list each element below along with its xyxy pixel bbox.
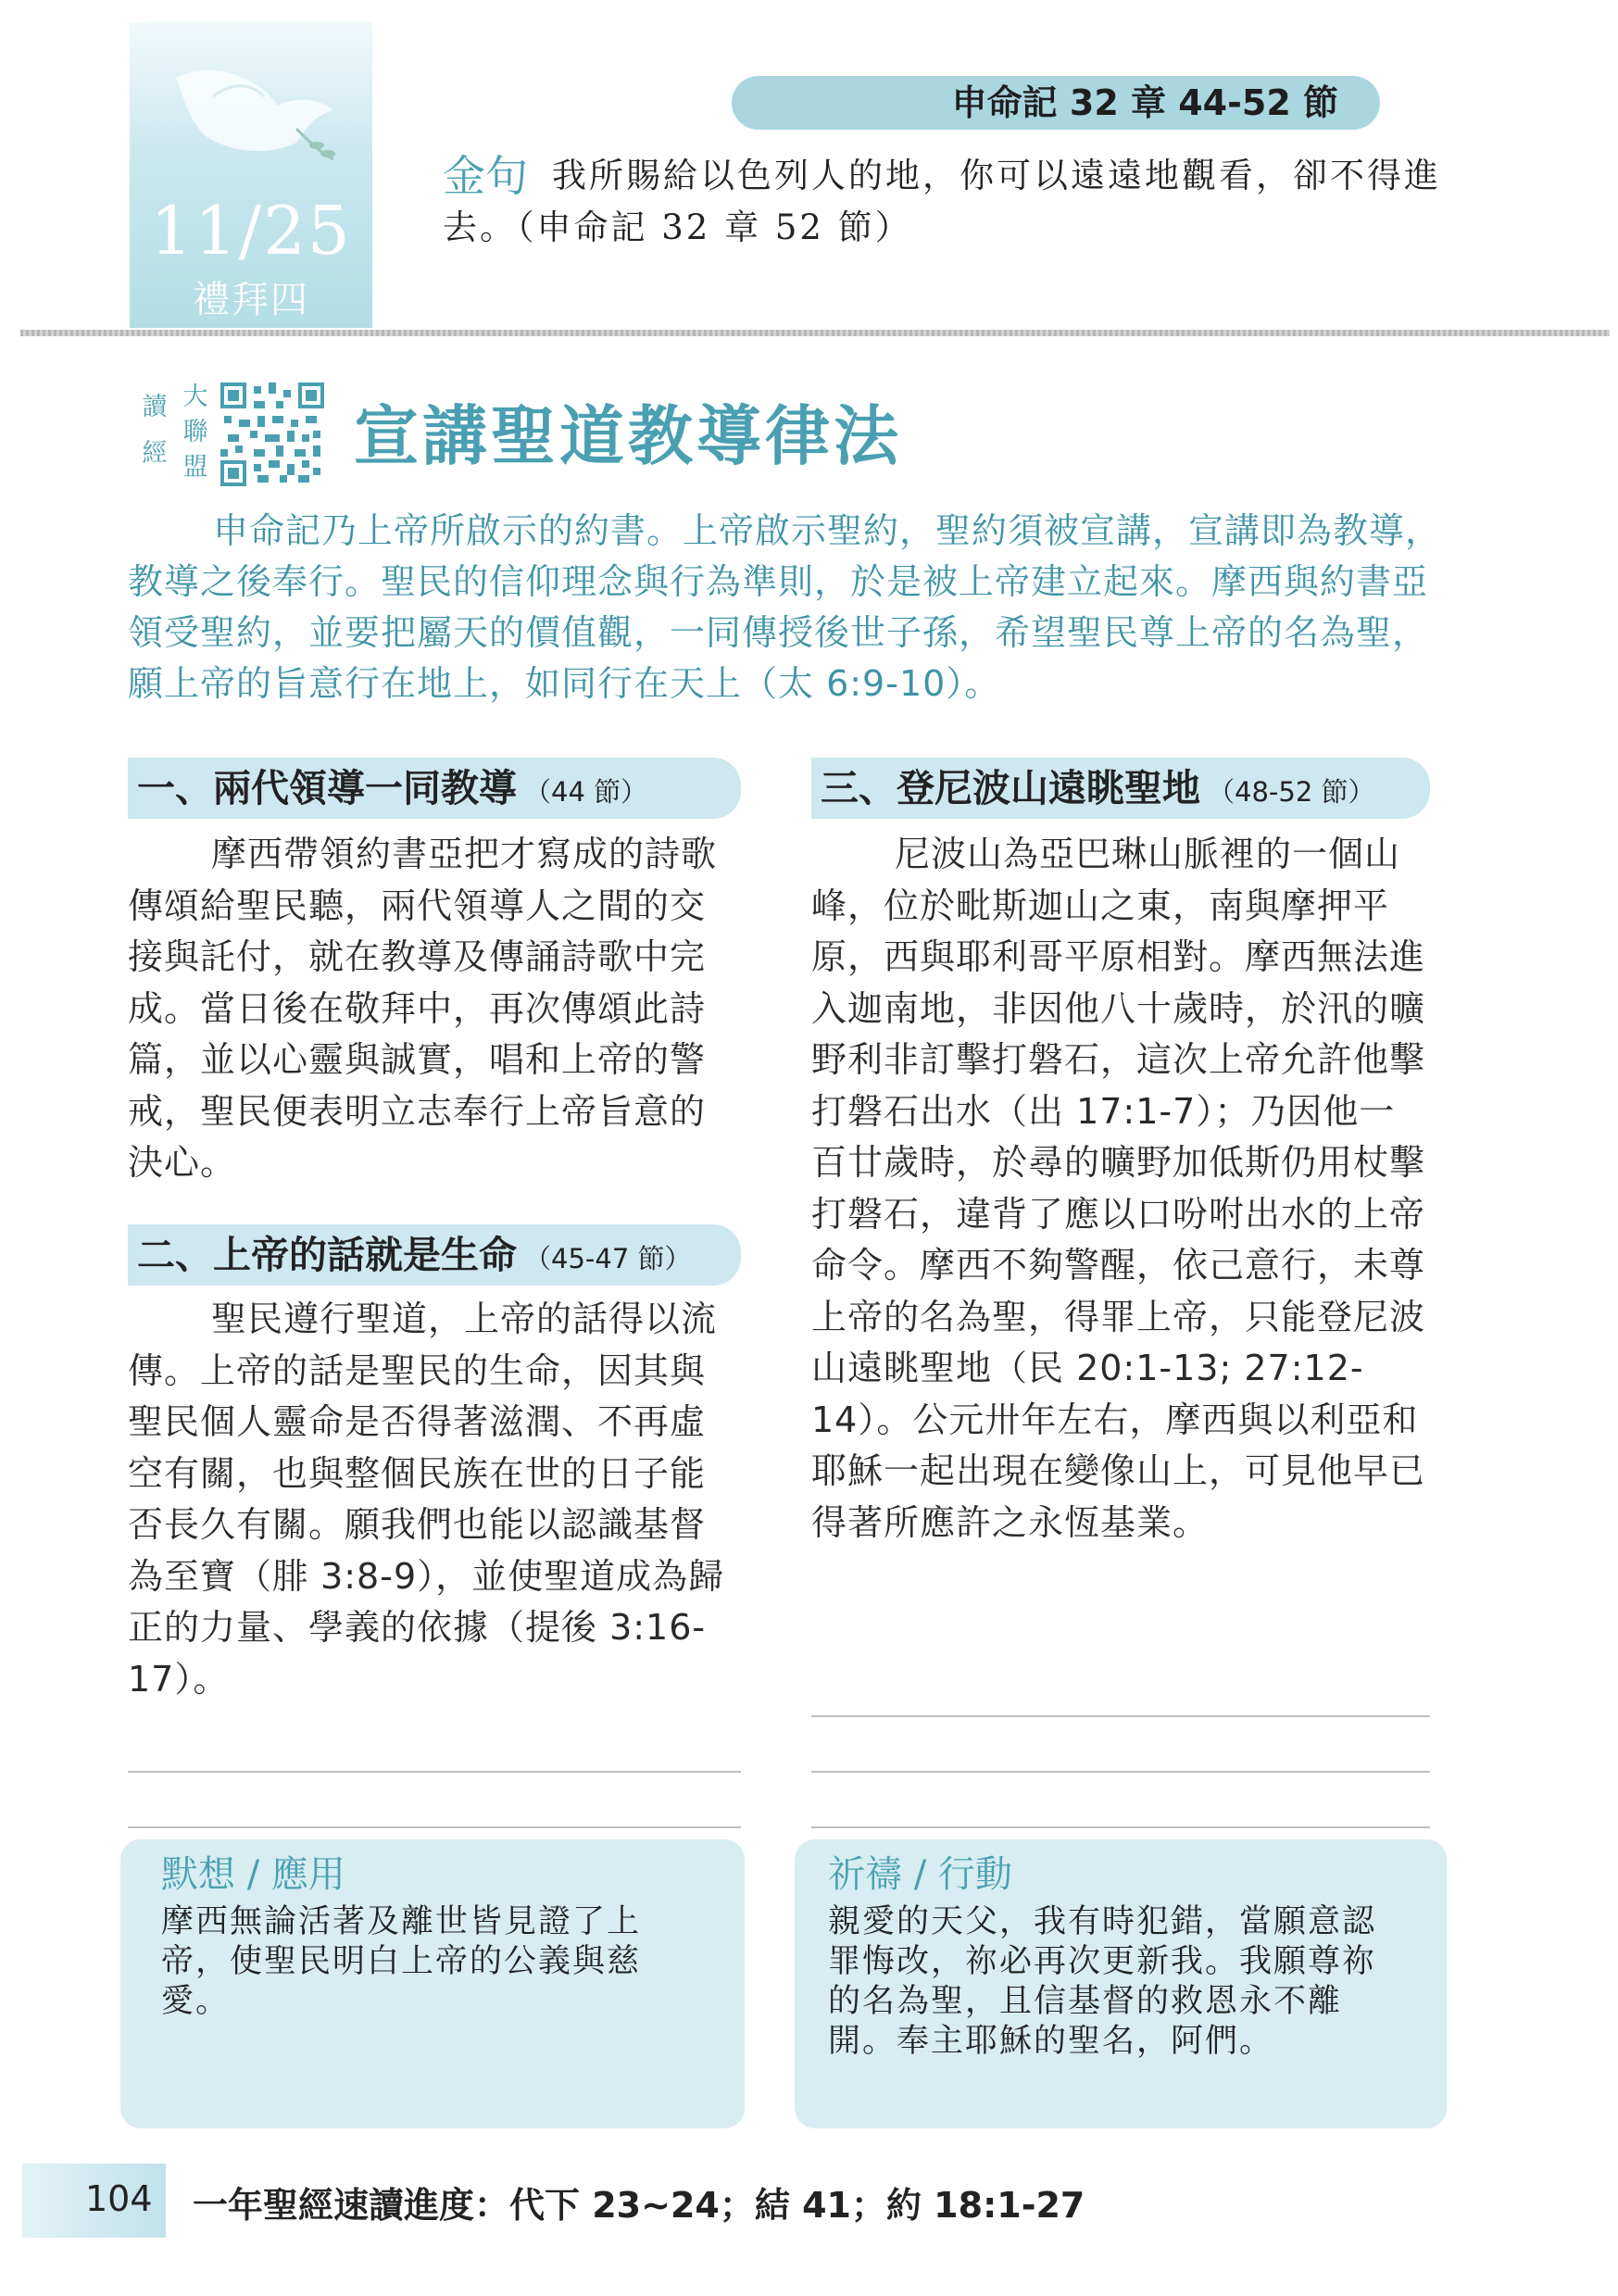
passage-reference: 申命記 32 章 44-52 節 — [732, 76, 1380, 130]
dove-icon — [157, 41, 352, 189]
reading-progress — [193, 2177, 1085, 2227]
date-block — [130, 22, 372, 328]
section-2-text: 聖民遵行聖道，上帝的話得以流傳。上帝的話是聖民的生命，因其與聖民個人靈命是否得著滋潤、不再虛空有關，也與整個民族在世的日子能否長久有關。願我們也能以認識基督為至寶（腓 3:8-9），並使聖道成為歸正的力量、學義的依據（提後 3:16-17）。 — [128, 1299, 725, 1700]
section-1-header — [128, 758, 741, 819]
page-number: 104 — [85, 2178, 153, 2219]
weekday: 禮拜四 — [193, 279, 309, 321]
meditation-box — [120, 1839, 745, 2128]
prayer-box — [795, 1839, 1447, 2128]
golden-verse-text: 我所賜給以色列人的地，你可以遠遠地觀看，卻不得進去。（申命記 32 章 52 節） — [443, 156, 1441, 247]
section-1-verse: （44 節） — [524, 776, 648, 808]
header-divider — [20, 330, 1610, 336]
progress-value: 代下 23~24；結 41；約 18:1-27 — [509, 2185, 1085, 2226]
prayer-text: 親愛的天父，我有時犯錯，當願意認罪悔改，祢必再次更新我。我願尊祢的名為聖，且信基督的救恩永不離開。奉主耶穌的聖名，阿們。 — [828, 1903, 1377, 2060]
section-2-verse: （45-47 節） — [524, 1243, 692, 1274]
note-line — [811, 1715, 1430, 1717]
note-line — [811, 1826, 1430, 1828]
meditation-title: 默想 / 應用 — [161, 1853, 345, 1896]
page-title: 宣講聖道教導律法 — [354, 397, 902, 474]
golden-verse-label: 金句 — [443, 151, 528, 201]
section-1-text: 摩西帶領約書亞把才寫成的詩歌傳頌給聖民聽，兩代領導人之間的交接與託付，就在教導及傳誦詩歌中完成。當日後在敬拜中，再次傳頌此詩篇，並以心靈與誠實，唱和上帝的警戒，聖民便表明立志奉行上帝旨意的決心。 — [128, 834, 718, 1183]
section-3-header — [811, 758, 1430, 819]
reading-label-col2: 大聯盟 — [182, 383, 208, 482]
section-3-verse: （48-52 節） — [1208, 776, 1375, 808]
prayer-title: 祈禱 / 行動 — [828, 1853, 1012, 1896]
qr-code-icon[interactable] — [220, 383, 324, 486]
meditation-text: 摩西無論活著及離世皆見證了上帝，使聖民明白上帝的公義與慈愛。 — [161, 1903, 642, 2020]
section-3-text: 尼波山為亞巴琳山脈裡的一個山峰，位於毗斯迦山之東，南與摩押平原，西與耶利哥平原相對。摩西無法進入迦南地，非因他八十歲時，於汛的曠野利非訂擊打磐石，這次上帝允許他擊打磐石出水（出 17:1-7）；乃因他一百廿歲時，於尋的曠野加低斯仍用杖擊打磐石，違背了應以口吩咐出水的上帝命令。摩西不夠警醒，依己意行，未尊上帝的名為聖，得罪上帝，只能登尼波山遠眺聖地（民 20:1-13; 27:12-14）。公元卅年左右，摩西與以利亞和耶穌一起出現在變像山上，可見他早已得著所應許之永恆基業。 — [811, 834, 1426, 1543]
section-2-header — [128, 1224, 741, 1286]
section-2-title: 二、上帝的話就是生命 — [137, 1233, 517, 1277]
progress-label: 一年聖經速讀進度： — [193, 2185, 510, 2226]
note-line — [128, 1771, 741, 1773]
reading-label-col1: 讀經 — [142, 393, 168, 468]
section-1-title: 一、兩代領導一同教導 — [137, 766, 517, 810]
intro-paragraph: 申命記乃上帝所啟示的約書。上帝啟示聖約，聖約須被宣講，宣講即為教導，教導之後奉行。聖民的信仰理念與行為準則，於是被上帝建立起來。摩西與約書亞領受聖約，並要把屬天的價值觀，一同傳授後世子孫，希望聖民尊上帝的名為聖，願上帝的旨意行在地上，如同行在天上（太 6:9-10）。 — [128, 510, 1442, 704]
note-line — [811, 1771, 1430, 1773]
date-number: 11/25 — [150, 192, 352, 270]
section-3-title: 三、登尼波山遠眺聖地 — [821, 766, 1200, 810]
note-line — [128, 1826, 741, 1828]
